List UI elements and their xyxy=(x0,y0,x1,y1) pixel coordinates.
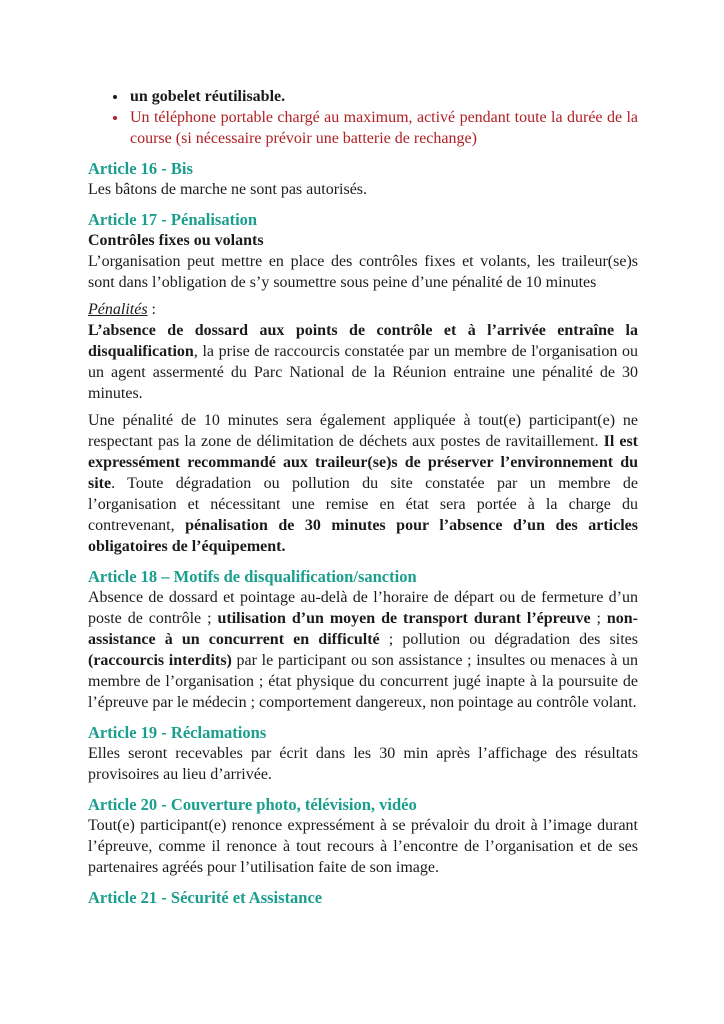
text-segment: non-assistance à un concurrent en difficulté xyxy=(88,610,638,648)
paragraph xyxy=(88,815,638,878)
text-segment: Une pénalité de 10 minutes sera également appliquée à tout(e) participant(e) ne respectant pas la zone de délimitation de déchets aux postes de ravitaillement. xyxy=(88,412,638,450)
article-heading: Article 17 - Pénalisation xyxy=(88,210,258,229)
text-segment: Absence de dossard et pointage au-delà de l’horaire de départ ou de fermeture d’un poste de contrôle ; xyxy=(88,589,638,627)
article-heading: Article 20 - Couverture photo, télévision, vidéo xyxy=(88,795,417,814)
text-segment: Il est expressément recommandé aux traileur(se)s de préserver l’environnement du site xyxy=(88,433,639,492)
text-segment: L’absence de dossard aux points de contrôle et à l’arrivée entraîne la disqualification xyxy=(88,322,638,360)
equipment-bullet-list xyxy=(88,86,638,149)
paragraph xyxy=(88,410,638,557)
paragraph xyxy=(88,299,638,320)
text-segment: par le participant ou son assistance ; insultes ou menaces à un membre de l’organisation ; état physique du concurrent jugé inapte à la poursuite de l’épreuve par le médecin ; comportement dangereux, non pointage au contrôle volant. xyxy=(88,652,639,711)
text-segment: un gobelet réutilisable. xyxy=(130,88,286,105)
paragraph xyxy=(88,230,638,251)
text-segment: (raccourcis interdits) xyxy=(88,652,232,669)
text-segment: Contrôles fixes ou volants xyxy=(88,232,264,249)
paragraph xyxy=(88,179,638,200)
text-segment: Un téléphone portable chargé au maximum, activé pendant toute la durée de la course (si nécessaire prévoir une batterie de rechange) xyxy=(130,109,638,147)
text-segment: : xyxy=(147,301,156,318)
article-heading: Article 18 – Motifs de disqualification/sanction xyxy=(88,567,417,586)
text-segment: , la prise de raccourcis constatée par un membre de l'organisation ou un agent assermenté du Parc National de la Réunion entraine une pénalité de 30 minutes. xyxy=(88,343,638,402)
text-segment: . Toute dégradation ou pollution du site constatée par un membre de l’organisation et nécessitant une remise en état sera portée à la charge du contrevenant, xyxy=(88,475,638,534)
text-segment: Elles seront recevables par écrit dans les 30 min après l’affichage des résultats provisoires au lieu d’arrivée. xyxy=(88,745,638,783)
text-segment: L’organisation peut mettre en place des contrôles fixes et volants, les traileur(se)s sont dans l’obligation de s’y soumettre sous peine d’une pénalité de 10 minutes xyxy=(88,253,638,291)
paragraph xyxy=(88,587,638,713)
paragraph xyxy=(88,743,638,785)
text-segment: Pénalités xyxy=(88,301,148,318)
paragraph xyxy=(88,320,638,404)
bullet-item xyxy=(128,86,638,107)
text-segment: Les bâtons de marche ne sont pas autorisés. xyxy=(88,181,368,198)
text-segment: Tout(e) participant(e) renonce expressément à se prévaloir du droit à l’image durant l’épreuve, comme il renonce à tout recours à l’encontre de l’organisation et de ses partenaires agréés pour l’utilisation faite de son image. xyxy=(88,817,638,876)
paragraph xyxy=(88,251,638,293)
text-segment: pénalisation de 30 minutes pour l’absence d’un des articles obligatoires de l’équipement. xyxy=(88,517,639,555)
article-heading: Article 21 - Sécurité et Assistance xyxy=(88,888,323,907)
text-segment: utilisation d’un moyen de transport durant l’épreuve xyxy=(217,610,591,627)
text-segment: ; pollution ou dégradation des sites xyxy=(379,631,638,648)
text-segment: ; xyxy=(590,610,607,627)
bullet-item xyxy=(128,107,638,149)
article-heading: Article 19 - Réclamations xyxy=(88,723,267,742)
article-heading: Article 16 - Bis xyxy=(88,159,193,178)
